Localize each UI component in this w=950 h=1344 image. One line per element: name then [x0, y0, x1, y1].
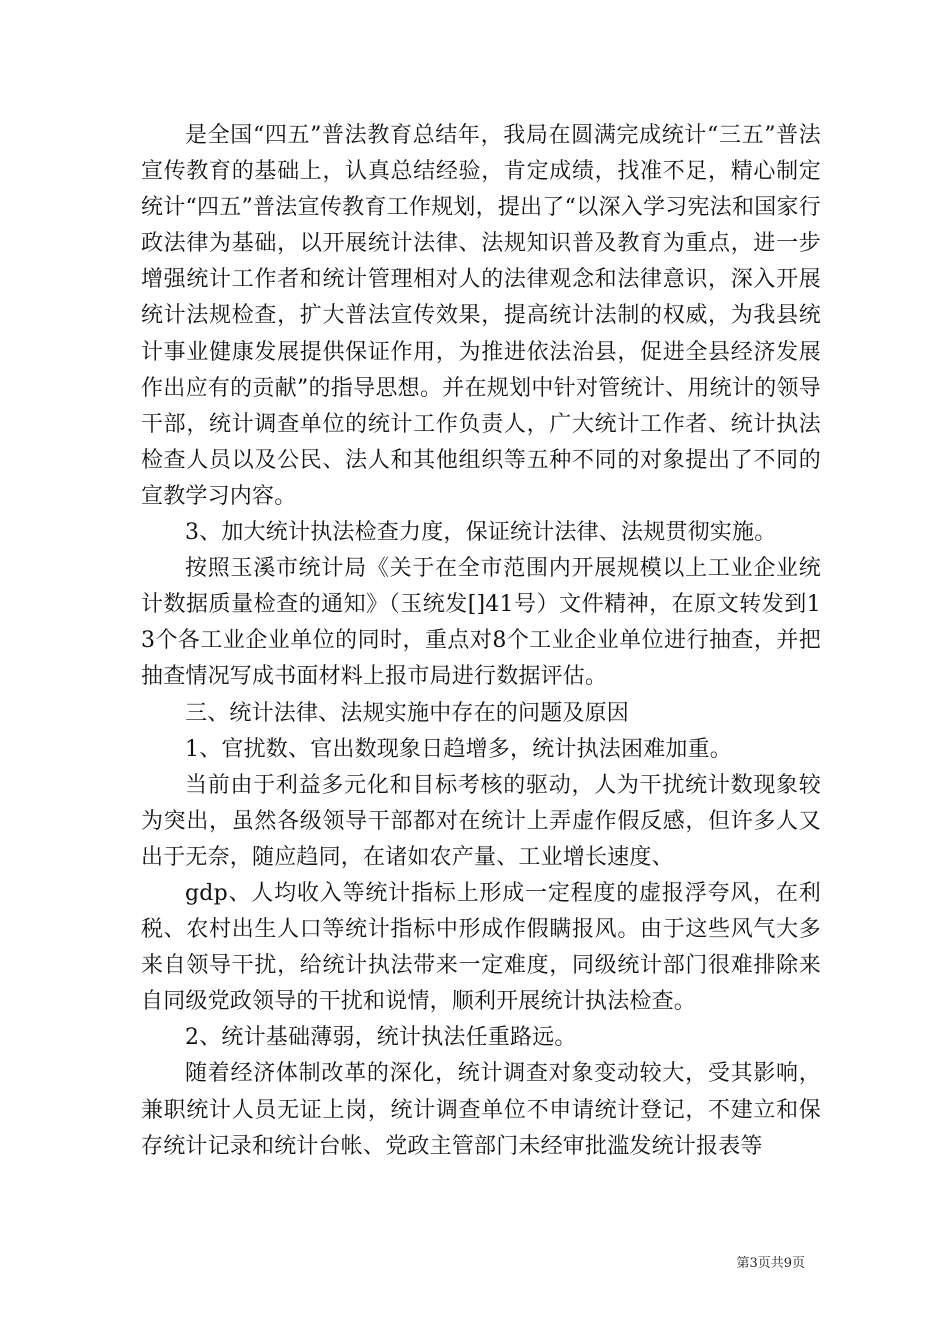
paragraph-item-3-heading: 3、加大统计执法检查力度，保证统计法律、法规贯彻实施。 — [185, 520, 777, 546]
paragraph-reform: 随着经济体制改革的深化，统计调查对象变动较大，受其影响，兼职统计人员无证上岗，统计调查单位不申请统计登记，不建立和保存统计记录和统计台帐、党政主管部门未经审批滥发统计报表等 — [141, 1061, 821, 1159]
paragraph-item-1-heading: 1、官扰数、官出数现象日趋增多，统计执法困难加重。 — [185, 736, 732, 762]
paragraph-gdp-indicators: gdp、人均收入等统计指标上形成一定程度的虚报浮夸风，在利税、农村出生人口等统计指标中形成作假瞒报风。由于这些风气大多来自领导干扰，给统计执法带来一定难度，同级统计部门很难排除来自同级党政领导的干扰和说情，顺利开展统计执法检查。 — [141, 880, 821, 1015]
document-body — [141, 118, 821, 1165]
paragraph-guiding-ideology: 是全国“四五”普法教育总结年，我局在圆满完成统计“三五”普法宣传教育的基础上，认真总结经验，肯定成绩，找准不足，精心制定统计“四五”普法宣传教育工作规划，提出了“以深入学习宪法和国家行政法律为基础，以开展统计法律、法规知识普及教育为重点，进一步增强统计工作者和统计管理相对人的法律观念和法律意识，深入开展统计法规检查，扩大普法宣传效果，提高统计法制的权威，为我县统计事业健康发展提供保证作用，为推进依法治县，促进全县经济发展作出应有的贡献”的指导思想。并在规划中针对管统计、用统计的领导干部，统计调查单位的统计工作负责人，广大统计工作者、统计执法检查人员以及公民、法人和其他组织等五种不同的对象提出了不同的宣教学习内容。 — [141, 123, 821, 509]
page-number-footer: 第3页共9页 — [736, 1256, 805, 1271]
paragraph-interference: 当前由于利益多元化和目标考核的驱动，人为干扰统计数现象较为突出，虽然各级领导干部都对在统计上弄虚作假反感，但许多人又出于无奈，随应趋同，在诸如农产量、工业增长速度、 — [141, 772, 821, 870]
section-three-heading: 三、统计法律、法规实施中存在的问题及原因 — [185, 700, 630, 726]
paragraph-inspection-notice: 按照玉溪市统计局《关于在全市范围内开展规模以上工业企业统计数据质量检查的通知》（玉统发[]41号）文件精神，在原文转发到13个各工业企业单位的同时，重点对8个工业企业单位进行抽查，并把抽查情况写成书面材料上报市局进行数据评估。 — [141, 556, 821, 690]
paragraph-item-2-heading: 2、统计基础薄弱，统计执法任重路远。 — [185, 1025, 577, 1051]
